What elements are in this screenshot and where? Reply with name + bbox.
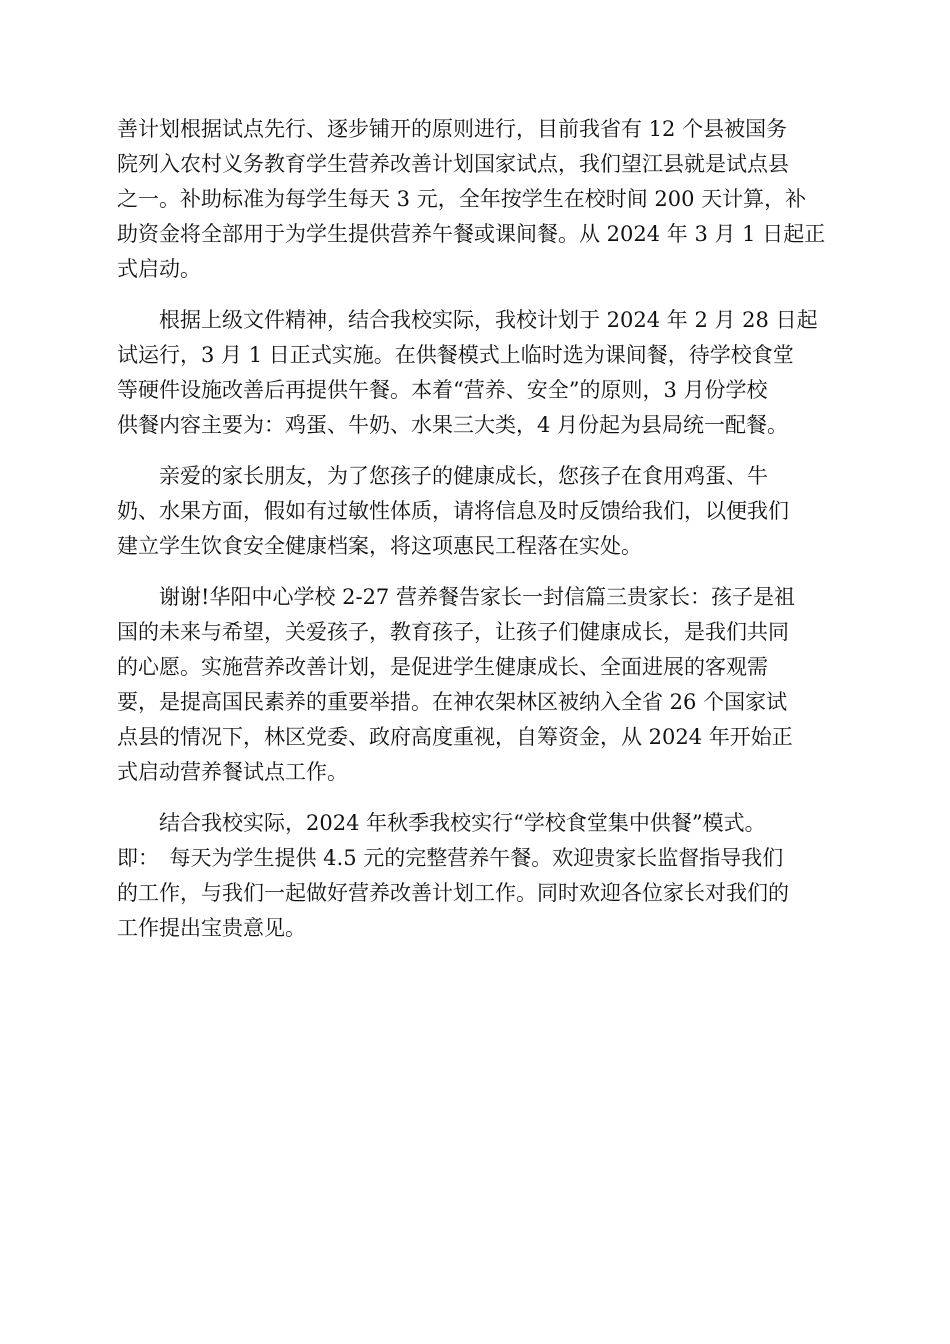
paragraph-3 [117,459,837,564]
paragraph-line: 谢谢!华阳中心学校 2-27 营养餐告家长一封信篇三贵家长：孩子是祖 [159,585,795,609]
paragraph-line: 要，是提高国民素养的重要举措。在神农架林区被纳入全省 26 个国家试 [117,690,788,714]
paragraph-line: 院列入农村义务教育学生营养改善计划国家试点，我们望江县就是试点县 [117,152,789,176]
paragraph-line: 即： 每天为学生提供 4.5 元的完整营养午餐。欢迎贵家长监督指导我们 [117,846,784,870]
paragraph-5 [117,806,837,946]
paragraph-line: 供餐内容主要为：鸡蛋、牛奶、水果三大类，4 月份起为县局统一配餐。 [117,413,789,437]
paragraph-line: 之一。补助标准为每学生每天 3 元，全年按学生在校时间 200 天计算，补 [117,187,807,211]
paragraph-line: 等硬件设施改善后再提供午餐。本着“营养、安全”的原则，3 月份学校 [117,378,768,402]
paragraph-line: 奶、水果方面，假如有过敏性体质，请将信息及时反馈给我们，以便我们 [117,499,789,523]
paragraph-1 [117,112,837,287]
paragraph-line: 助资金将全部用于为学生提供营养午餐或课间餐。从 2024 年 3 月 1 日起正 [117,222,826,246]
paragraph-line: 善计划根据试点先行、逐步铺开的原则进行，目前我省有 12 个县被国务 [117,117,788,141]
paragraph-line: 国的未来与希望，关爱孩子，教育孩子，让孩子们健康成长，是我们共同 [117,620,789,644]
document-body [117,112,837,962]
paragraph-line: 点县的情况下，林区党委、政府高度重视，自筹资金，从 2024 年开始正 [117,725,793,749]
paragraph-line: 式启动营养餐试点工作。 [117,760,348,784]
paragraph-4 [117,580,837,790]
paragraph-2 [117,303,837,443]
paragraph-line: 式启动。 [117,257,201,281]
paragraph-line: 试运行，3 月 1 日正式实施。在供餐模式上临时选为课间餐，待学校食堂 [117,343,794,367]
paragraph-line: 的心愿。实施营养改善计划，是促进学生健康成长、全面进展的客观需 [117,655,768,679]
paragraph-line: 亲爱的家长朋友，为了您孩子的健康成长，您孩子在食用鸡蛋、牛 [159,464,768,488]
paragraph-line: 的工作，与我们一起做好营养改善计划工作。同时欢迎各位家长对我们的 [117,881,789,905]
paragraph-line: 工作提出宝贵意见。 [117,916,306,940]
paragraph-line: 建立学生饮食安全健康档案，将这项惠民工程落在实处。 [117,534,642,558]
paragraph-line: 根据上级文件精神，结合我校实际，我校计划于 2024 年 2 月 28 日起 [159,308,818,332]
paragraph-line: 结合我校实际，2024 年秋季我校实行“学校食堂集中供餐”模式。 [159,811,766,835]
